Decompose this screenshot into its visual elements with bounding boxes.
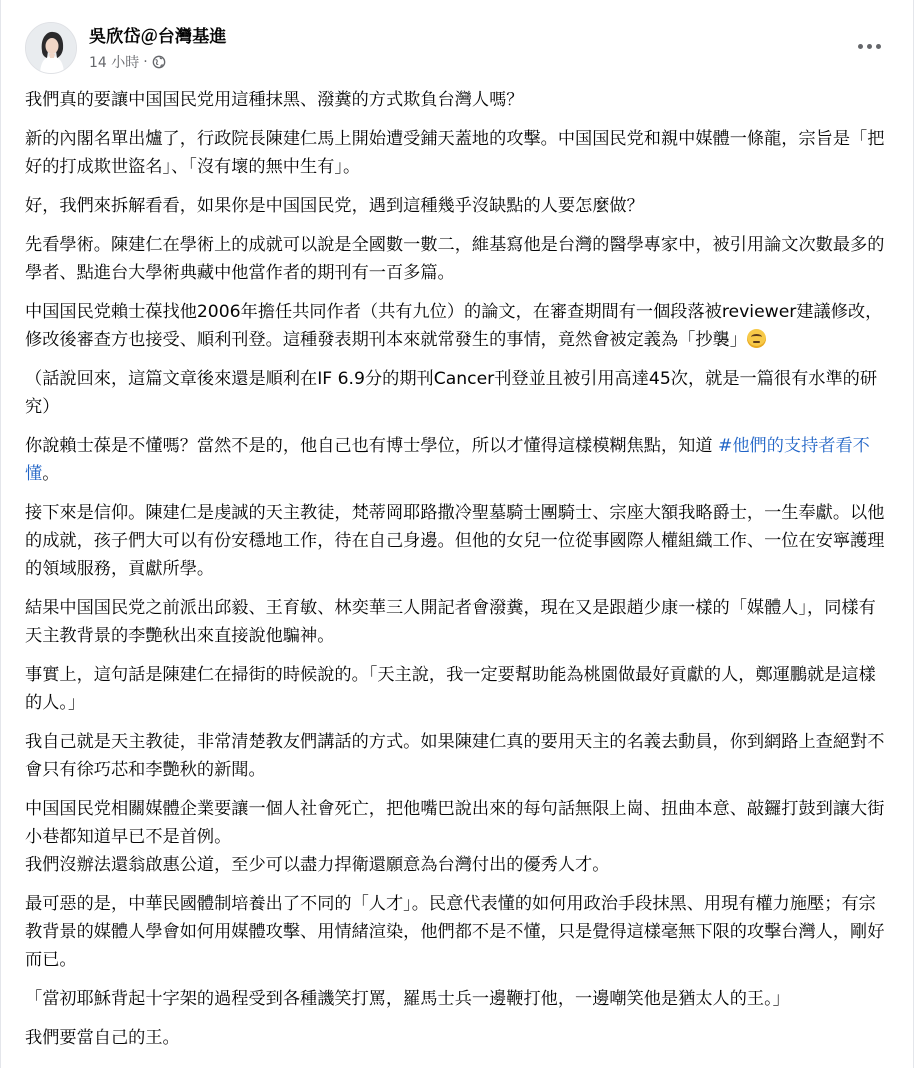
paragraph-text: 你說賴士葆是不懂嗎？當然不是的，他自己也有博士學位，所以才懂得這樣模糊焦點，知道 <box>25 436 718 456</box>
rolling-eyes-emoji-icon <box>747 329 766 348</box>
avatar-image <box>26 23 77 74</box>
dot-icon <box>867 44 872 49</box>
post-paragraph <box>25 432 889 488</box>
author-name[interactable]: 吳欣岱＠台灣基進 <box>89 27 227 47</box>
post-header <box>1 0 913 84</box>
author-avatar[interactable] <box>25 22 77 74</box>
post-paragraph: 事實上，這句話是陳建仁在掃街的時候說的。「天主說，我一定要幫助能為桃園做最好貢獻的人，鄭運鵬就是這樣的人。」 <box>25 665 876 713</box>
post-paragraph: 「當初耶穌背起十字架的過程受到各種譏笑打罵，羅馬士兵一邊鞭打他，一邊嘲笑他是猶太人的王。」 <box>25 989 790 1009</box>
post-body <box>25 86 889 1063</box>
post-meta <box>89 52 166 72</box>
post-paragraph: 我們真的要讓中国国民党用這種抹黑、潑糞的方式欺負台灣人嗎？ <box>25 90 524 110</box>
post-paragraph: （話說回來，這篇文章後來還是順利在IF 6.9分的期刊Cancer刊登並且被引用高達45次，就是一篇很有水準的研究） <box>25 369 878 417</box>
post-paragraph: 接下來是信仰。陳建仁是虔誠的天主教徒，梵蒂岡耶路撒冷聖墓騎士團騎士、宗座大額我略爵士，一生奉獻。以他的成就，孩子們大可以有份安穩地工作，待在自己身邊。但他的女兒一位從事國際人權組織工作、一位在安寧護理的領域服務，貢獻所學。 <box>25 503 885 579</box>
paragraph-suffix: 。 <box>42 464 60 484</box>
post-paragraph: 先看學術。陳建仁在學術上的成就可以說是全國數一數二，維基寫他是台灣的醫學專家中，被引用論文次數最多的學者、點進台大學術典藏中他當作者的期刊有一百多篇。 <box>25 235 885 283</box>
dot-icon <box>876 44 881 49</box>
post-paragraph: 中国国民党相關媒體企業要讓一個人社會死亡，把他嘴巴說出來的每句話無限上崗、扭曲本意、敲鑼打鼓到讓大街小巷都知道早已不是首例。 <box>25 799 885 847</box>
dot-icon <box>858 44 863 49</box>
post-paragraph: 最可惡的是，中華民國體制培養出了不同的「人才」。民意代表懂的如何用政治手段抹黑、用現有權力施壓；有宗教背景的媒體人學會如何用媒體攻擊、用情緒渲染，他們都不是不懂，只是覺得這樣毫無下限的攻擊台灣人，剛好而已。 <box>25 894 885 970</box>
meta-separator: · <box>143 54 148 70</box>
post-paragraph: 好，我們來拆解看看，如果你是中国国民党，遇到這種幾乎沒缺點的人要怎麼做？ <box>25 196 644 216</box>
post-paragraph: 結果中国国民党之前派出邱毅、王育敏、林奕華三人開記者會潑糞，現在又是跟趙少康一樣的「媒體人」，同樣有天主教背景的李艷秋出來直接說他騙神。 <box>25 598 876 646</box>
post-paragraph: 我們沒辦法還翁啟惠公道，至少可以盡力捍衛還願意為台灣付出的優秀人才。 <box>25 855 610 875</box>
more-options-button[interactable] <box>851 30 887 62</box>
hashtag-link[interactable]: #他們的支持者看不懂 <box>25 436 870 484</box>
post-paragraph: 新的內閣名單出爐了，行政院長陳建仁馬上開始遭受鋪天蓋地的攻擊。中国国民党和親中媒體一條龍，宗旨是「把好的打成欺世盜名」、「沒有壞的無中生有」。 <box>25 129 885 177</box>
globe-icon[interactable] <box>152 55 166 69</box>
post-paragraph: 我自己就是天主教徒，非常清楚教友們講話的方式。如果陳建仁真的要用天主的名義去動員，你到網路上查絕對不會只有徐巧芯和李艷秋的新聞。 <box>25 732 885 780</box>
post-paragraph: 我們要當自己的王。 <box>25 1028 180 1048</box>
post-timestamp[interactable]: 14 小時 <box>89 55 140 71</box>
paragraph-text: 中国国民党賴士葆找他2006年擔任共同作者（共有九位）的論文，在審查期間有一個段落被reviewer建議修改，修改後審查方也接受、順利刊登。這種發表期刊本來就常發生的事情，竟然會被定義為「抄襲」 <box>25 302 883 350</box>
post-paragraph <box>25 298 889 354</box>
